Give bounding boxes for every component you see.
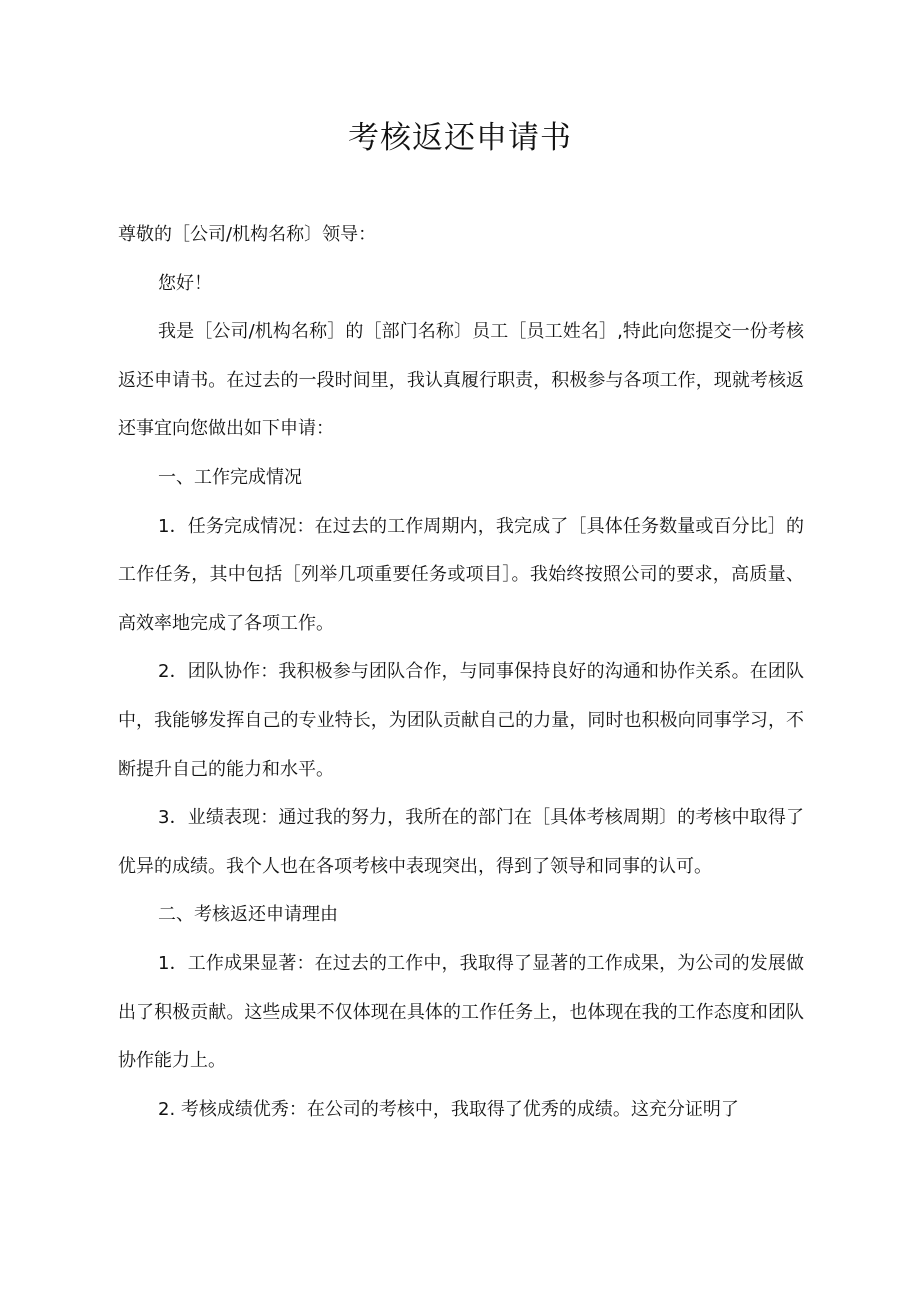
section-heading-2: 二、考核返还申请理由 bbox=[158, 904, 338, 926]
document-title: 考核返还申请书 bbox=[348, 120, 572, 156]
paragraph-work-results: 1．工作成果显著：在过去的工作中，我取得了显著的工作成果，为公司的发展做出了积极贡献。这些成果不仅体现在具体的工作任务上，也体现在我的工作态度和团队协作能力上。 bbox=[118, 952, 804, 1072]
salutation: 尊敬的［公司/机构名称〕领导： bbox=[118, 224, 377, 245]
paragraph-task-completion: 1．任务完成情况：在过去的工作周期内，我完成了［具体任务数量或百分比］的工作任务，其中包括［列举几项重要任务或项目］。我始终按照公司的要求，高质量、高效率地完成了各项工作。 bbox=[118, 515, 804, 634]
paragraph-performance: 3．业绩表现：通过我的努力，我所在的部门在［具体考核周期〕的考核中取得了优异的成绩。我个人也在各项考核中表现突出，得到了领导和同事的认可。 bbox=[118, 807, 804, 877]
paragraph-intro: 我是［公司/机构名称］的［部门名称〕员工［员工姓名］,特此向您提交一份考核返还申请书。在过去的一段时间里，我认真履行职责，积极参与各项工作，现就考核返还事宜向您做出如下申请： bbox=[118, 321, 804, 440]
paragraph-teamwork: 2．团队协作：我积极参与团队合作，与同事保持良好的沟通和协作关系。在团队中，我能够发挥自己的专业特长，为团队贡献自己的力量，同时也积极向同事学习，不断提升自己的能力和水平。 bbox=[118, 661, 804, 780]
greeting: 您好！ bbox=[158, 272, 212, 294]
paragraph-excellent-scores: 2. 考核成绩优秀：在公司的考核中，我取得了优秀的成绩。这充分证明了 bbox=[158, 1098, 739, 1120]
section-heading-1: 一、工作完成情况 bbox=[158, 466, 302, 488]
document-body bbox=[118, 211, 804, 1134]
